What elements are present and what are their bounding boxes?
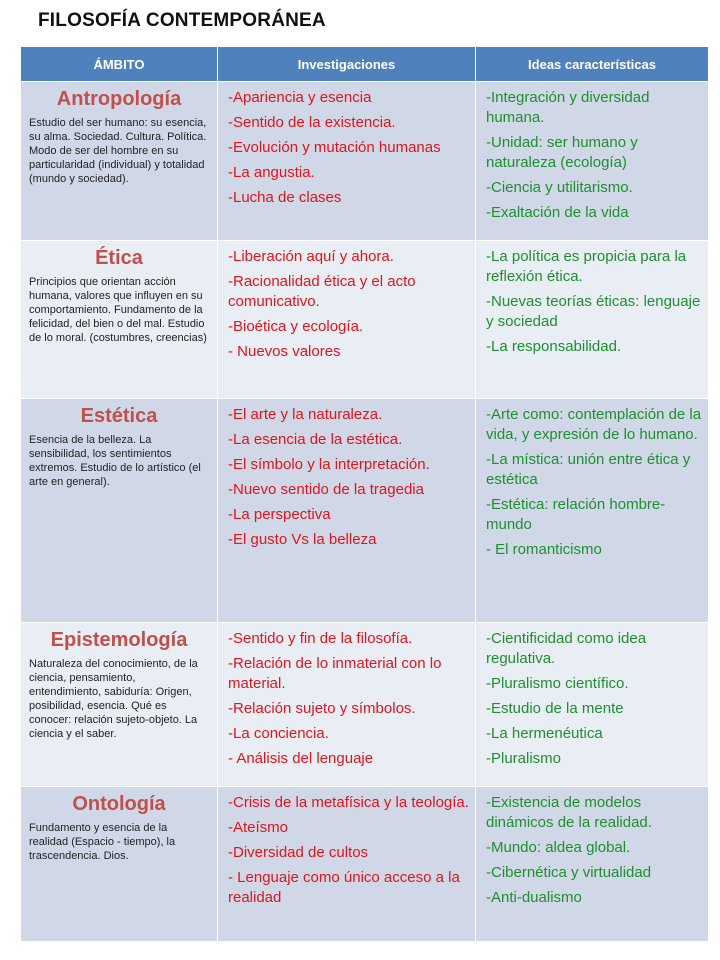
list-item: -La mística: unión entre ética y estética <box>486 451 691 488</box>
list-item: -Nuevas teorías éticas: lenguaje y sociedad <box>486 293 701 330</box>
table-row <box>21 623 709 787</box>
ambito-cell <box>21 399 218 623</box>
list-item: -Crisis de la metafísica y la teología. <box>228 794 469 811</box>
list-item: -Exaltación de la vida <box>486 204 629 221</box>
investigaciones-cell <box>218 82 476 241</box>
ideas-cell <box>476 82 709 241</box>
list-item: -La conciencia. <box>228 725 329 742</box>
list-item: -Racionalidad ética y el acto comunicativo. <box>228 273 416 310</box>
list-item: -Apariencia y esencia <box>228 89 372 106</box>
ideas-cell <box>476 399 709 623</box>
philosophy-table <box>20 46 709 942</box>
list-item: -Lucha de clases <box>228 189 342 206</box>
list-item: -Nuevo sentido de la tragedia <box>228 481 424 498</box>
list-item: -Unidad: ser humano y naturaleza (ecología) <box>486 134 638 171</box>
list-item: -Relación sujeto y símbolos. <box>228 700 416 717</box>
ambito-cell <box>21 623 218 787</box>
list-item: -Sentido y fin de la filosofía. <box>228 630 413 647</box>
ambito-name: Antropología <box>56 88 182 110</box>
investigaciones-cell <box>218 787 476 942</box>
table-row <box>21 241 709 399</box>
list-item: - Lenguaje como único acceso a la realidad <box>228 869 460 906</box>
investigaciones-cell <box>218 623 476 787</box>
list-item: -Mundo: aldea global. <box>486 839 631 856</box>
list-item: -Cientificidad como idea regulativa. <box>486 630 647 667</box>
ambito-name: Estética <box>80 405 158 427</box>
header-ideas: Ideas características <box>476 47 709 82</box>
header-investigaciones: Investigaciones <box>218 47 476 82</box>
header-ambito: ÁMBITO <box>21 47 218 82</box>
list-item: -La hermenéutica <box>486 725 603 742</box>
list-item: - El romanticismo <box>486 541 602 558</box>
list-item: -La perspectiva <box>228 506 331 523</box>
list-item: -Bioética y ecología. <box>228 318 364 335</box>
table-row <box>21 787 709 942</box>
list-item: -Cibernética y virtualidad <box>486 864 652 881</box>
ambito-cell <box>21 241 218 399</box>
list-item: - Nuevos valores <box>228 343 341 360</box>
list-item: -Ciencia y utilitarismo. <box>486 179 633 196</box>
ambito-description: Esencia de la belleza. La sensibilidad, los sentimientos extremos. Estudio de lo artístico (el arte en general). <box>29 434 201 488</box>
list-item: -Ateísmo <box>228 819 289 836</box>
list-item: -Anti-dualismo <box>486 889 582 906</box>
list-item: -El gusto Vs la belleza <box>228 531 377 548</box>
ambito-description: Estudio del ser humano: su esencia, su alma. Sociedad. Cultura. Política. Modo de ser del hombre en su particularidad (individual) y totalidad (mundo y sociedad). <box>29 117 207 185</box>
list-item: -Liberación aquí y ahora. <box>228 248 394 265</box>
list-item: -Sentido de la existencia. <box>228 114 396 131</box>
ambito-cell <box>21 82 218 241</box>
list-item: -Estudio de la mente <box>486 700 624 717</box>
list-item: -Existencia de modelos dinámicos de la realidad. <box>486 794 652 831</box>
list-item: -Pluralismo científico. <box>486 675 629 692</box>
list-item: -Integración y diversidad humana. <box>486 89 650 126</box>
investigaciones-cell <box>218 399 476 623</box>
list-item: -La angustia. <box>228 164 315 181</box>
ideas-cell <box>476 787 709 942</box>
list-item: -Pluralismo <box>486 750 562 767</box>
ideas-cell <box>476 241 709 399</box>
ambito-description: Naturaleza del conocimiento, de la ciencia, pensamiento, entendimiento, sabiduría: Origen, posibilidad, esencia. Qué es conocer: relación sujeto-objeto. La ciencia y el saber. <box>29 658 198 740</box>
list-item: -La esencia de la estética. <box>228 431 403 448</box>
list-item: -La responsabilidad. <box>486 338 622 355</box>
list-item: -El arte y la naturaleza. <box>228 406 383 423</box>
ambito-description: Fundamento y esencia de la realidad (Espacio - tiempo), la trascendencia. Dios. <box>29 822 176 862</box>
list-item: - Análisis del lenguaje <box>228 750 374 767</box>
page-title: FILOSOFÍA CONTEMPORÁNEA <box>38 10 326 31</box>
ambito-name: Ontología <box>72 793 166 815</box>
ambito-description: Principios que orientan acción humana, valores que influyen en su comportamiento. Fundamento de la felicidad, del bien o del mal. Estudio de lo moral. (costumbres, creencias) <box>29 276 207 344</box>
table-row <box>21 399 709 623</box>
list-item: -Estética: relación hombre-mundo <box>486 496 666 533</box>
ambito-cell <box>21 787 218 942</box>
list-item: -Evolución y mutación humanas <box>228 139 441 156</box>
ideas-cell <box>476 623 709 787</box>
investigaciones-cell <box>218 241 476 399</box>
ambito-name: Ética <box>95 247 143 269</box>
list-item: -Arte como: contemplación de la vida, y expresión de lo humano. <box>486 406 702 443</box>
list-item: -La política es propicia para la reflexión ética. <box>486 248 687 285</box>
list-item: -Relación de lo inmaterial con lo material. <box>228 655 442 692</box>
ambito-name: Epistemología <box>50 629 188 651</box>
table-row <box>21 82 709 241</box>
list-item: -Diversidad de cultos <box>228 844 369 861</box>
list-item: -El símbolo y la interpretación. <box>228 456 430 473</box>
header-row <box>21 47 709 82</box>
